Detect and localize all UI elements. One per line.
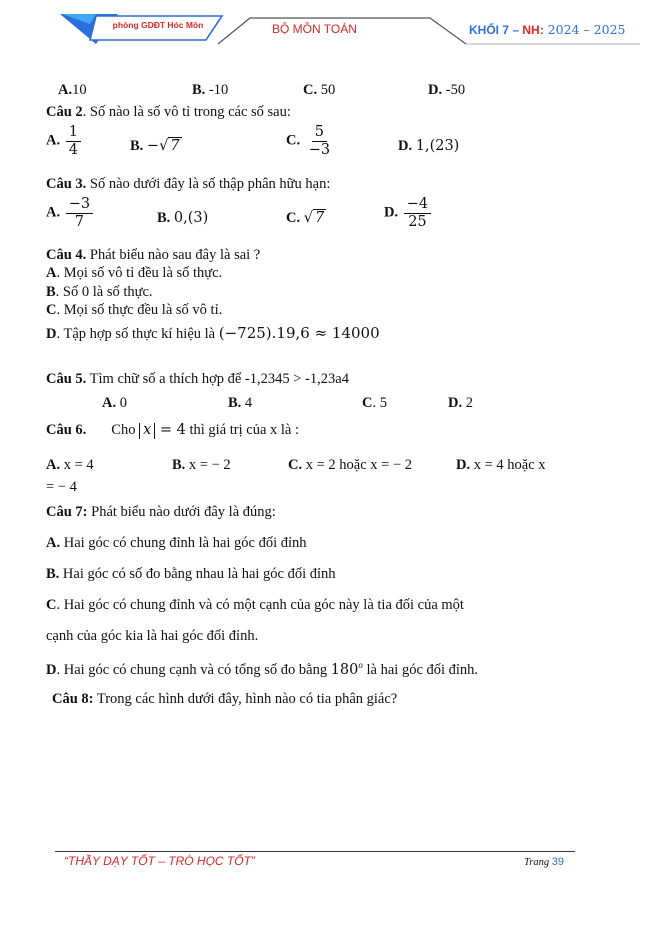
q4-answer-d: D. Tập hợp số thực kí hiệu là (−725).19,6 ≈ 14000 bbox=[46, 324, 380, 342]
q1-answer-c: C. 50 bbox=[303, 82, 336, 98]
q1-answer-b: B. -10 bbox=[192, 82, 229, 98]
q2-answer-b: B. −√ 7 bbox=[130, 138, 180, 154]
q2-answer-c: C. $\frac{5}{-3}$ bbox=[286, 124, 331, 158]
footer-divider bbox=[55, 851, 575, 852]
q2-answer-d: D. 1,(23) bbox=[398, 138, 460, 154]
header-school: phòng GDĐT Hóc Môn bbox=[112, 20, 204, 30]
header-grade-year bbox=[469, 22, 626, 37]
q2-answer-a: A. $\frac{1}{4}$ bbox=[46, 124, 83, 158]
q7-answer-a: A. Hai góc có chung đỉnh là hai góc đối đỉnh bbox=[46, 535, 307, 551]
q3-answer-c: C. √ 7 bbox=[286, 210, 325, 226]
footer-page: Trang 39 bbox=[524, 856, 564, 868]
q3-answer-a: A. $\frac{-3}{7}$ bbox=[46, 196, 95, 230]
header-grade-main: ỐI 7 – bbox=[486, 23, 523, 37]
q6-question: Câu 6. Cho x = 4 thì giá trị của x là : bbox=[46, 422, 300, 438]
q3-question: Câu 3. Số nào dưới đây là số thập phân hữu hạn: bbox=[46, 176, 331, 192]
q5-question: Câu 5. Tìm chữ số a thích hợp để -1,2345 > -1,23a4 bbox=[46, 371, 349, 387]
q6-answer-b: B. x = − 2 bbox=[172, 457, 231, 473]
q5-answer-d: D. 2 bbox=[448, 395, 473, 411]
q4-answer-b: B. Số 0 là số thực. bbox=[46, 284, 153, 300]
q7-answer-b: B. Hai góc có số đo bằng nhau là hai góc đối đỉnh bbox=[46, 566, 336, 582]
header-year-value: 2024 – 2025 bbox=[543, 22, 626, 37]
q5-answer-c: C. 5 bbox=[362, 395, 387, 411]
q7-answer-c-continued: cạnh của góc kia là hai góc đối đỉnh. bbox=[46, 628, 259, 644]
q5-answer-b: B. 4 bbox=[228, 395, 253, 411]
header-subject: BỘ MÔN TOÁN bbox=[272, 22, 357, 36]
q2-question: Câu 2. Số nào là số vô tỉ trong các số sau: bbox=[46, 104, 291, 120]
q8-question: Câu 8: Trong các hình dưới đây, hình nào có tia phân giác? bbox=[52, 691, 398, 707]
footer-motto: “THẦY DẠY TỐT – TRÒ HỌC TỐT” bbox=[64, 854, 255, 868]
q1-answer-d: D. -50 bbox=[428, 82, 466, 98]
q6-answer-d-continued: = − 4 bbox=[46, 479, 77, 495]
q7-question: Câu 7: Phát biểu nào dưới đây là đúng: bbox=[46, 504, 276, 520]
q3-answer-d: D. $\frac{-4}{25}$ bbox=[384, 196, 433, 230]
q7-answer-d: D. Hai góc có chung cạnh và có tổng số đo bằng 180$^o$ là hai góc đối đỉnh. bbox=[46, 660, 479, 678]
q6-answer-a: A. x = 4 bbox=[46, 457, 94, 473]
q4-answer-c: C. Mọi số thực đều là số vô tỉ. bbox=[46, 302, 223, 318]
q3-answer-b: B. 0,(3) bbox=[157, 210, 209, 226]
q1-answer-a: A.10 bbox=[58, 82, 87, 98]
q7-answer-c: C. Hai góc có chung đỉnh và có một cạnh của góc này là tia đối của một bbox=[46, 597, 464, 613]
header-grade-prefix: KH bbox=[469, 23, 487, 37]
q6-answer-d: D. x = 4 hoặc x bbox=[456, 457, 546, 473]
q4-answer-a: A. Mọi số vô tỉ đều là số thực. bbox=[46, 265, 223, 281]
q5-answer-a: A. 0 bbox=[102, 395, 127, 411]
header-year-label: NH: bbox=[522, 23, 544, 37]
q6-answer-c: C. x = 2 hoặc x = − 2 bbox=[288, 457, 413, 473]
q4-question: Câu 4. Phát biểu nào sau đây là sai ? bbox=[46, 247, 261, 263]
